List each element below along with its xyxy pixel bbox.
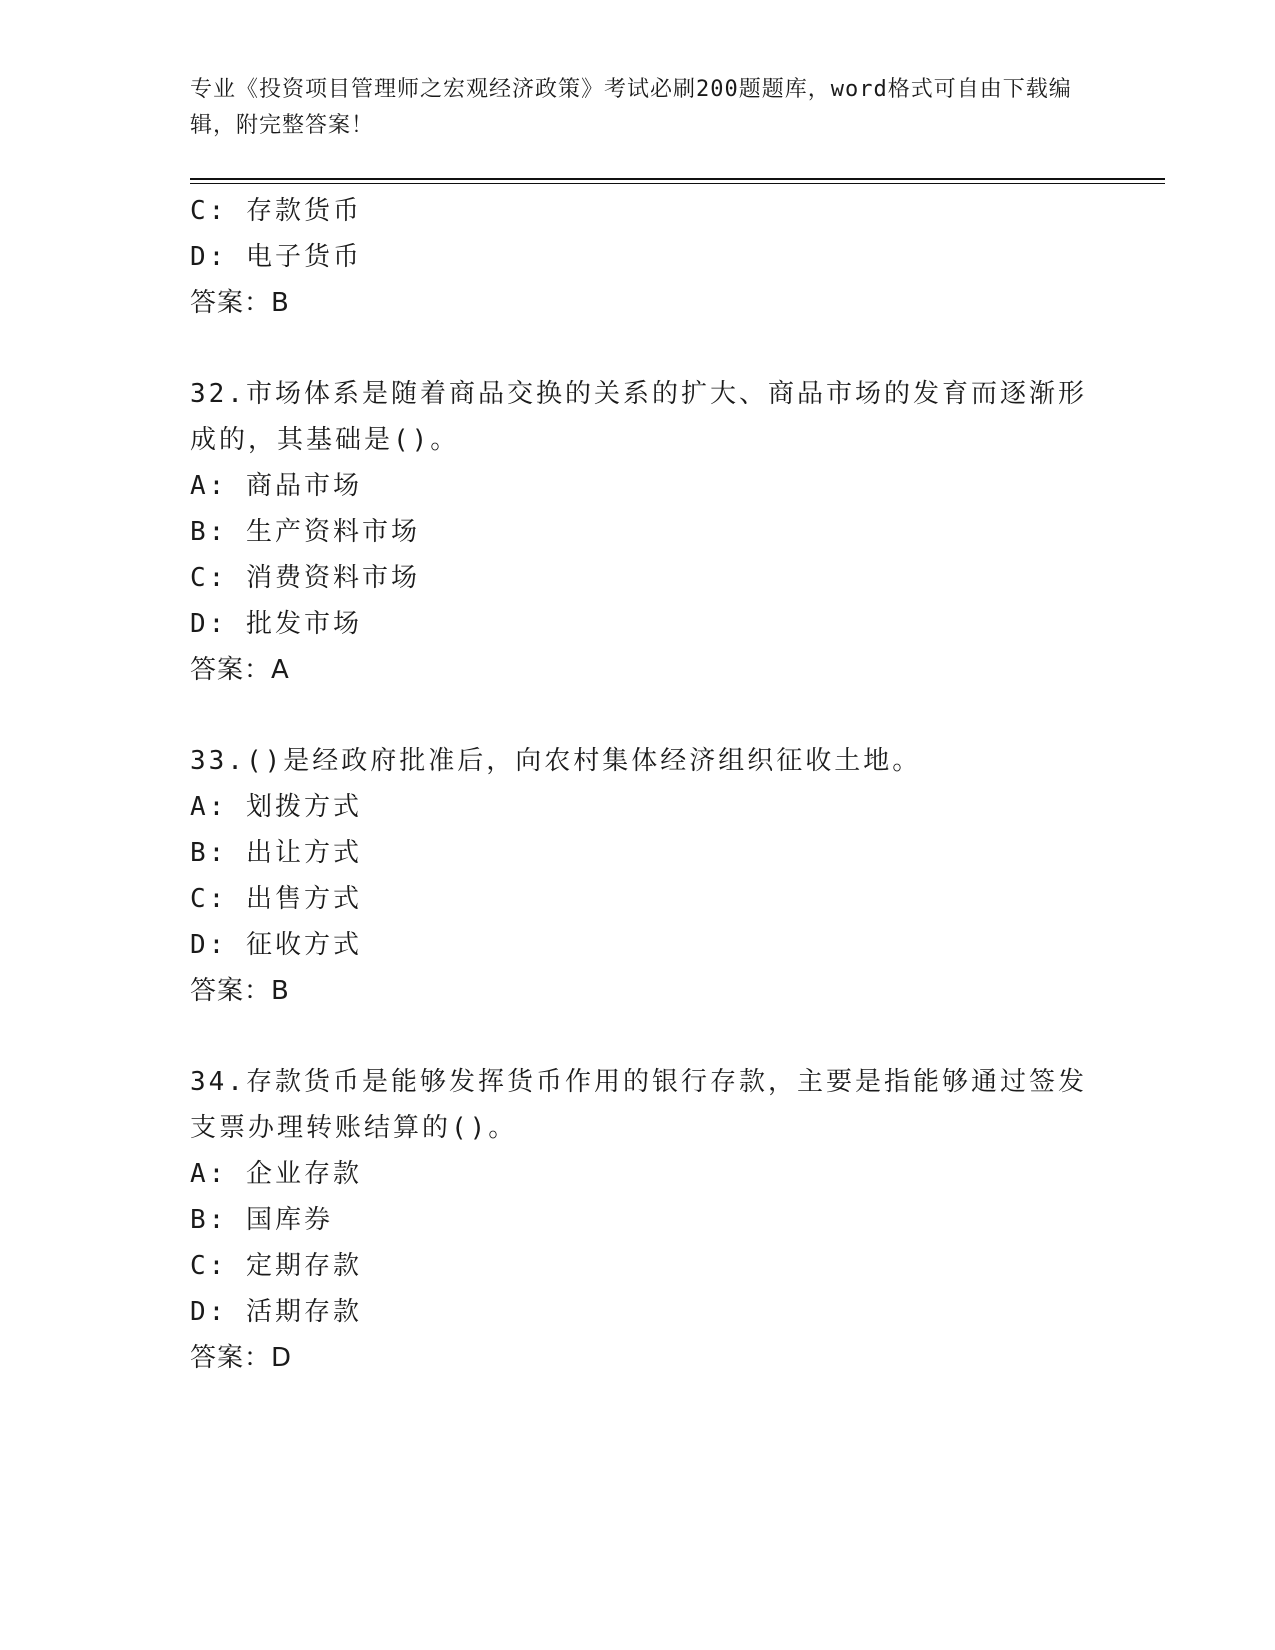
header-rule-thin [190,183,1165,184]
option-c: C: 存款货币 [190,196,362,226]
option-c: C: 消费资料市场 [190,563,420,593]
option-a: A: 划拨方式 [190,792,362,822]
option-b: B: 生产资料市场 [190,517,420,547]
question-stem: 34.存款货币是能够发挥货币作用的银行存款，主要是指能够通过签发支票办理转账结算的()。 [190,1067,1087,1143]
option-d: D: 电子货币 [190,242,362,272]
option-a: A: 商品市场 [190,471,362,501]
option-d: D: 活期存款 [190,1297,362,1327]
answer-line: 答案：A [190,655,290,685]
option-d: D: 批发市场 [190,609,362,639]
question-spacer [190,326,1090,371]
prev-question-tail [190,188,1090,326]
question-stem: 33.()是经政府批准后，向农村集体经济组织征收土地。 [190,746,922,776]
question-spacer [190,1014,1090,1059]
option-b: B: 出让方式 [190,838,362,868]
question-33 [190,738,1090,1014]
answer-line: 答案：B [190,288,290,318]
answer-line: 答案：B [190,976,290,1006]
question-32 [190,371,1090,693]
option-d: D: 征收方式 [190,930,362,960]
page-header: 专业《投资项目管理师之宏观经济政策》考试必刷200题题库，word格式可自由下载编辑，附完整答案！ [190,77,1072,138]
option-c: C: 出售方式 [190,884,362,914]
question-stem: 32.市场体系是随着商品交换的关系的扩大、商品市场的发育而逐渐形成的，其基础是()。 [190,379,1087,455]
option-c: C: 定期存款 [190,1251,362,1281]
option-b: B: 国库券 [190,1205,333,1235]
option-a: A: 企业存款 [190,1159,362,1189]
question-34 [190,1059,1090,1381]
header-rule-thick [190,178,1165,180]
answer-line: 答案：D [190,1343,293,1373]
question-spacer [190,693,1090,738]
question-list [190,188,1090,1381]
